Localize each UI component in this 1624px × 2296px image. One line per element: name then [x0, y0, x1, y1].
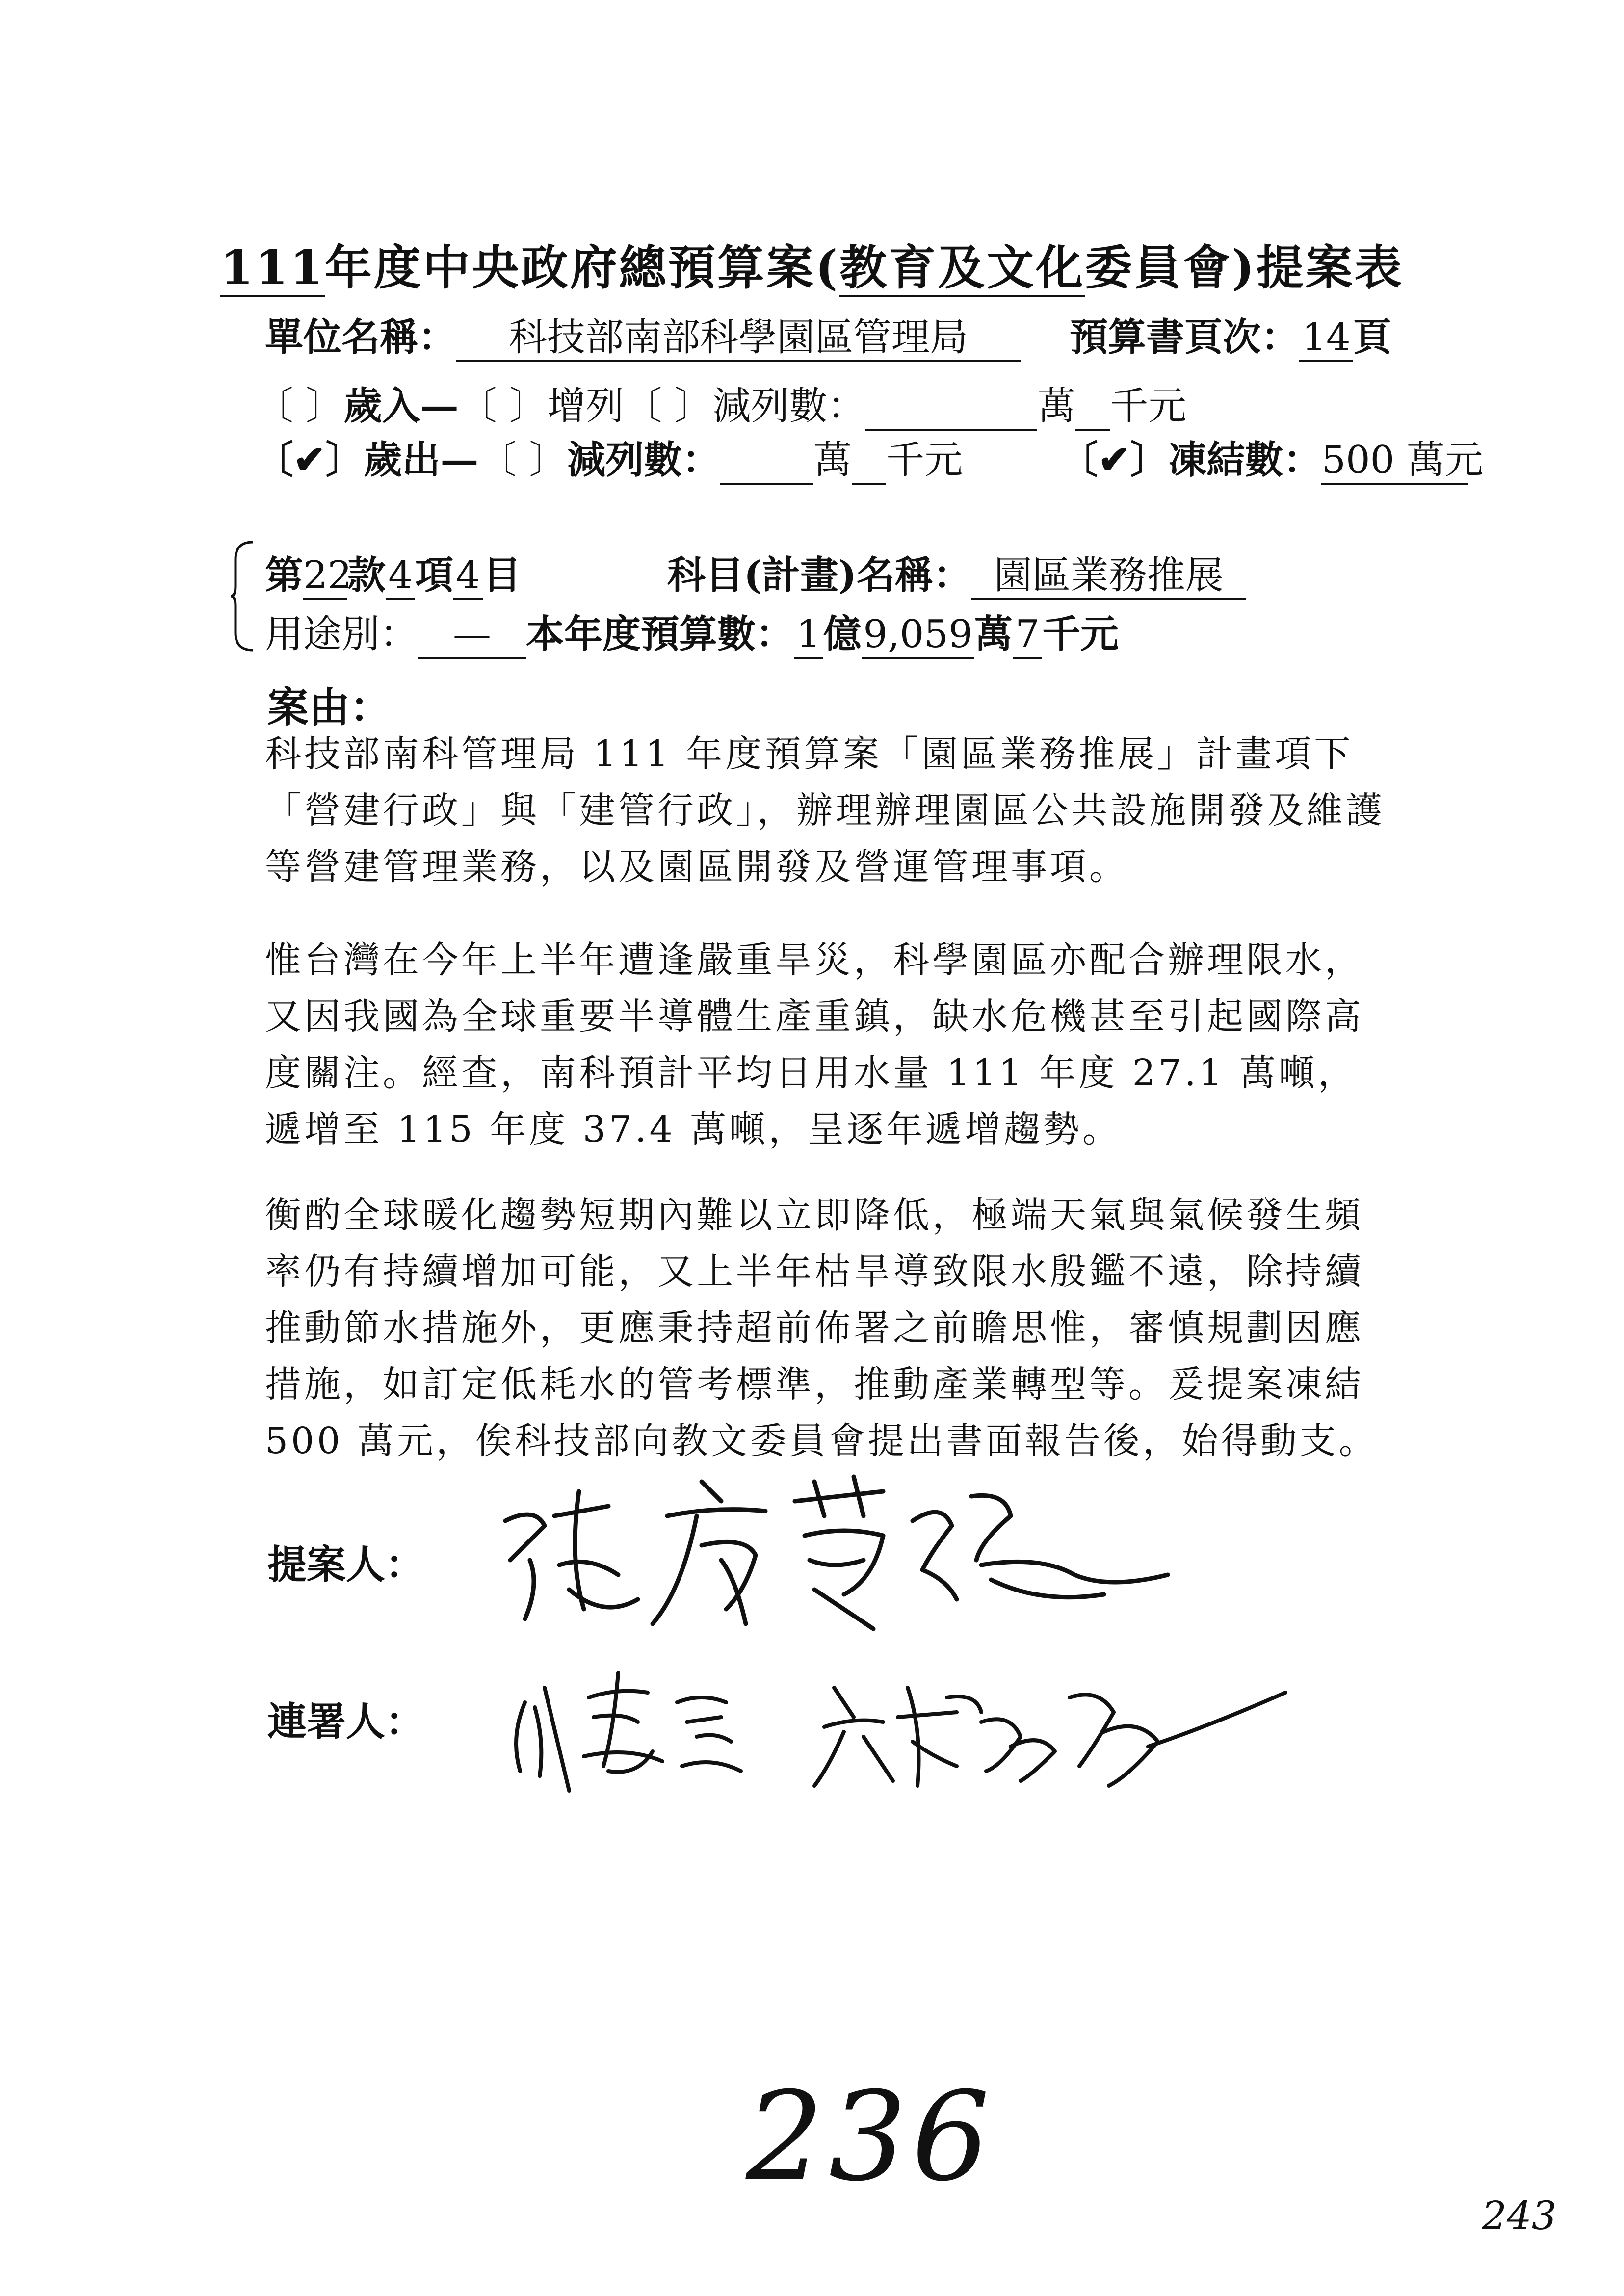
- decrease-checkbox: 〔 〕: [624, 384, 713, 428]
- use-label: 用途別：: [265, 612, 419, 656]
- subject-value: 園區業務推展: [971, 554, 1246, 600]
- page-number: 236: [746, 2065, 995, 2208]
- page-ref-label: 預算書頁次：: [1070, 315, 1300, 360]
- revenue-qian-unit: 千元: [1110, 384, 1187, 428]
- kuan-prefix: 第: [265, 553, 304, 598]
- revenue-wan-blank: [865, 385, 1037, 431]
- title-year: 111: [220, 241, 324, 297]
- unit-label: 單位名稱：: [265, 315, 457, 360]
- budget-yi-label: 億: [823, 612, 862, 656]
- use-value: —: [418, 613, 526, 659]
- expense-wan-blank: [720, 439, 813, 485]
- mu-label: 目: [483, 553, 522, 598]
- budget-wan: 9,059: [862, 613, 974, 659]
- mu-value: 4: [453, 554, 483, 600]
- increase-checkbox: 〔 〕: [458, 384, 548, 428]
- page-ref-unit: 頁: [1353, 315, 1392, 360]
- page-ref: [1070, 307, 1391, 362]
- xiang-value: 4: [386, 554, 415, 600]
- item-row: [265, 545, 521, 600]
- expense-decrease-label: 減列數：: [567, 438, 721, 482]
- expense-decrease-checkbox: 〔 〕: [478, 438, 568, 482]
- kuan-label: 款: [347, 553, 386, 598]
- revenue-label: 歲入—: [343, 384, 459, 428]
- budget-qian-label: 千元: [1042, 612, 1119, 656]
- freeze-group: [1060, 429, 1484, 485]
- proposer-label: 提案人：: [267, 1541, 424, 1588]
- budget-qian: 7: [1013, 613, 1042, 659]
- expense-qian-blank: [852, 439, 886, 485]
- budget-label: 本年度預算數：: [526, 612, 794, 656]
- decrease-label: 減列數：: [712, 384, 866, 428]
- kuan-value: 22: [303, 554, 347, 600]
- expense-checkbox: 〔✔〕: [255, 438, 364, 482]
- freeze-checkbox: 〔✔〕: [1060, 438, 1169, 482]
- xiang-label: 項: [415, 553, 454, 598]
- title-committee: 教育及文化: [839, 241, 1085, 297]
- budget-wan-label: 萬: [974, 612, 1013, 656]
- reason-paragraph-1: 科技部南科管理局 111 年度預算案「園區業務推展」計畫項下「營建行政」與「建管行政」，辦理辦理園區公共設施開發及維護等營建管理業務，以及園區開發及營運管理事項。: [265, 733, 1385, 888]
- expense-qian-unit: 千元: [886, 438, 963, 482]
- form-title: [0, 231, 1624, 298]
- revenue-row: [255, 375, 1186, 431]
- unit-name: 科技部南部科學園區管理局: [456, 316, 1021, 362]
- revenue-checkbox: 〔 〕: [255, 384, 344, 428]
- use-row: [265, 603, 1119, 659]
- reason-paragraph-2: 惟台灣在今年上半年遭逢嚴重旱災，科學園區亦配合辦理限水，又因我國為全球重要半導體生產重鎮，缺水危機甚至引起國際高度關注。經查，南科預計平均日用水量 111 年度 27.1 萬噸，遞增至 115 年度 37.4 萬噸，呈逐年遞增趨勢。: [265, 939, 1364, 1150]
- increase-label: 增列: [547, 384, 624, 428]
- freeze-label: 凍結數：: [1168, 438, 1322, 482]
- expense-label: 歲出—: [364, 438, 479, 482]
- cosigner-signature: [491, 1658, 1300, 1805]
- unit-row: [265, 307, 1021, 362]
- expense-row: [255, 429, 963, 485]
- revenue-qian-blank: [1075, 385, 1110, 431]
- freeze-value: 500 萬元: [1321, 439, 1468, 485]
- title-part2: 委員會)提案表: [1085, 240, 1404, 295]
- reason-heading: 案由：: [267, 683, 392, 731]
- page-ref-value: 14: [1299, 316, 1353, 362]
- title-part1: 年度中央政府總預算案(: [324, 240, 840, 295]
- subject-label: 科目(計畫)名稱：: [667, 553, 971, 598]
- revenue-wan-unit: 萬: [1037, 384, 1076, 428]
- subject-group: [667, 545, 1246, 600]
- item-brace: [231, 540, 255, 652]
- proposer-signature: [491, 1462, 1202, 1639]
- budget-yi: 1: [794, 613, 823, 659]
- corner-number: 243: [1482, 2193, 1557, 2239]
- expense-wan-unit: 萬: [813, 438, 852, 482]
- cosigner-label: 連署人：: [267, 1698, 424, 1745]
- reason-paragraph-3: 衡酌全球暖化趨勢短期內難以立即降低，極端天氣與氣候發生頻率仍有持續增加可能，又上半年枯旱導致限水殷鑑不遠，除持續推動節水措施外，更應秉持超前佈署之前瞻思惟，審慎規劃因應措施，如訂定低耗水的管考標準，推動產業轉型等。爰提案凍結 500 萬元，俟科技部向教文委員會提出書面報告後，始得動支。: [265, 1194, 1378, 1462]
